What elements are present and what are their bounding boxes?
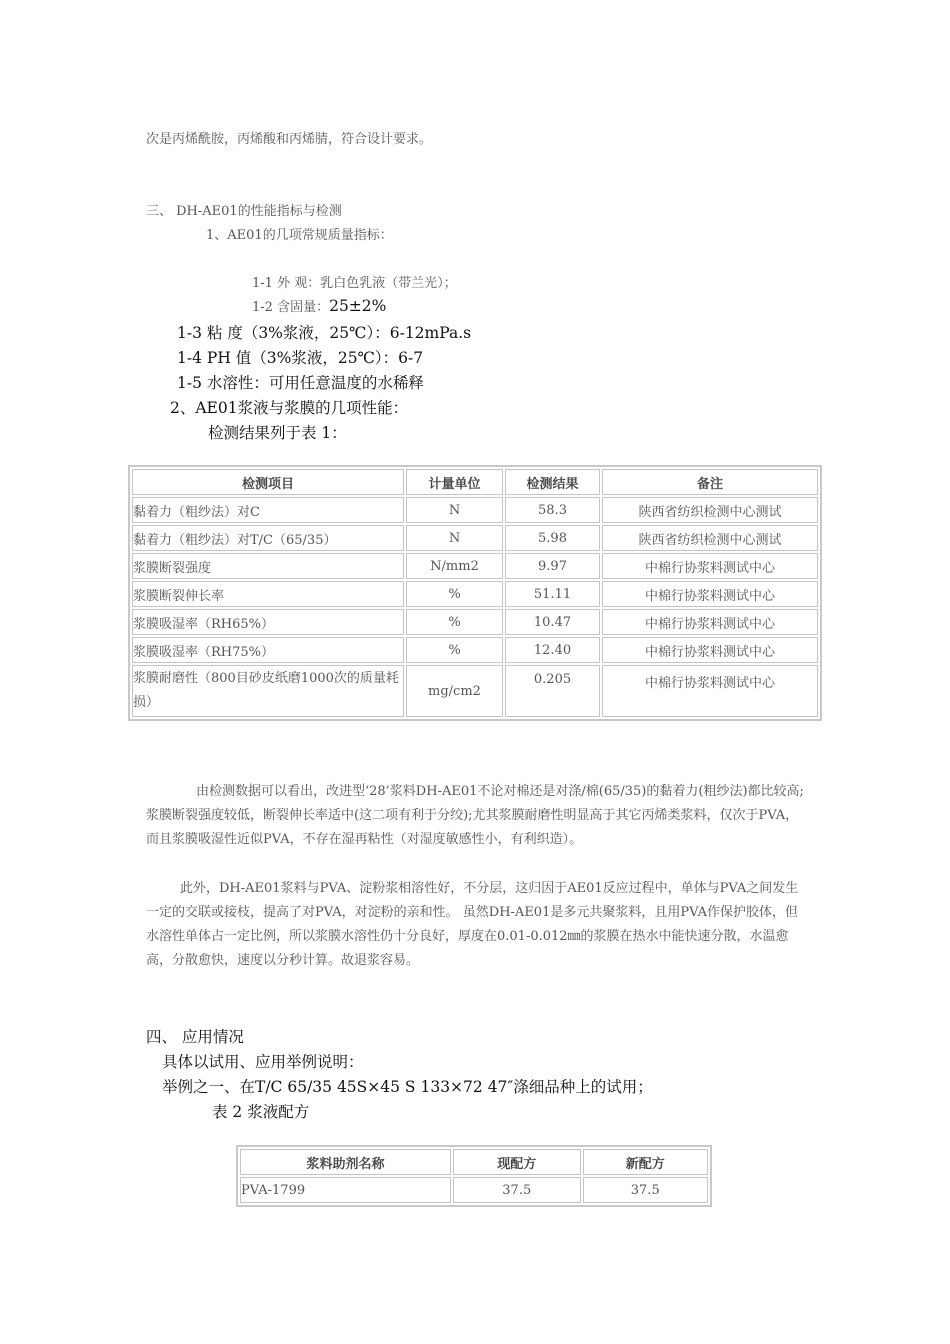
- table-cell: N: [406, 525, 503, 551]
- table-cell: 58.3: [505, 497, 600, 523]
- table1-header-row: [132, 469, 818, 495]
- table-cell: 黏着力（粗纱法）对T/C（65/35）: [132, 525, 404, 551]
- table-cell: PVA-1799: [240, 1177, 451, 1203]
- table-row: [132, 637, 818, 663]
- table-cell: 浆膜断裂强度: [132, 553, 404, 579]
- table-row: [132, 665, 818, 717]
- intro-line: 次是丙烯酰胺，丙烯酸和丙烯腈，符合设计要求。: [146, 132, 433, 147]
- table-cell: 中棉行协浆料测试中心: [602, 581, 818, 607]
- section4-line1: 具体以试用、应用举例说明：: [162, 1053, 364, 1071]
- table-cell: 12.40: [505, 637, 600, 663]
- table1-header: 备注: [602, 469, 818, 495]
- paragraph-compatibility: 此外，DH-AE01浆料与PVA、淀粉浆相溶性好，不分层，这归因于AE01反应过程中，单体与PVA之间发生一定的交联或接枝，提高了对PVA，对淀粉的亲和性。 虽然DH-AE01是多元共聚浆料，且用PVA作保护胶体，但水溶性单体占一定比例，所以浆膜水溶性仍十分良好，厚度在0.01-0.012㎜的浆膜在热水中能快速分散，水温愈高，分散愈快，速度以分秒计算。故退浆容易。: [146, 881, 799, 968]
- table-cell: 浆膜断裂伸长率: [132, 581, 404, 607]
- table-cell: 陕西省纺织检测中心测试: [602, 497, 818, 523]
- table-row: [132, 609, 818, 635]
- table-row: [132, 581, 818, 607]
- table-cell: %: [406, 637, 503, 663]
- item-viscosity: 1-3 粘 度（3%浆液，25℃）：6-12mPa.s: [177, 324, 472, 342]
- paragraph-analysis: 由检测数据可以看出，改进型‘28’浆料DH-AE01不论对棉还是对涤/棉(65/35)的黏着力(粗纱法)都比较高;浆膜断裂强度较低，断裂伸长率适中(这二项有利于分绞);尤其浆膜耐磨性明显高于其它丙烯类浆料，仅次于PVA， 而且浆膜吸湿性近似PVA，不存在湿再粘性（对湿度敏感性小，有利织造）。: [146, 784, 804, 847]
- table-cell: 中棉行协浆料测试中心: [602, 553, 818, 579]
- item-solid-value: 25±2%: [329, 297, 387, 315]
- section3-heading: 三、 DH-AE01的性能指标与检测: [146, 204, 342, 219]
- item-solid-label: 1-2 含固量：: [252, 300, 330, 315]
- table-row: [240, 1177, 708, 1203]
- table-cell: N/mm2: [406, 553, 503, 579]
- table-cell: 37.5: [583, 1177, 709, 1203]
- table2-header: 现配方: [453, 1149, 580, 1175]
- table1-header: 检测结果: [505, 469, 600, 495]
- section3-sub2: 2、AE01浆液与浆膜的几项性能：: [170, 399, 409, 417]
- item-solid-content: [252, 296, 386, 315]
- table-row: [132, 497, 818, 523]
- table-cell: 37.5: [453, 1177, 580, 1203]
- table-cell: %: [406, 581, 503, 607]
- table-cell: 陕西省纺织检测中心测试: [602, 525, 818, 551]
- table-cell: 51.11: [505, 581, 600, 607]
- table-cell: 浆膜吸湿率（RH75%）: [132, 637, 404, 663]
- table2-caption: 表 2 浆液配方: [212, 1103, 310, 1121]
- table-cell: 中棉行协浆料测试中心: [602, 637, 818, 663]
- table-row: [132, 553, 818, 579]
- table1: [128, 465, 822, 721]
- table-cell: 9.97: [505, 553, 600, 579]
- section3-sub1: 1、AE01的几项常规质量指标：: [206, 228, 393, 243]
- section4-heading: 四、 应用情况: [146, 1028, 244, 1046]
- table2-header: 新配方: [583, 1149, 709, 1175]
- table-cell: 中棉行协浆料测试中心: [602, 665, 818, 717]
- table-cell: 黏着力（粗纱法）对C: [132, 497, 404, 523]
- table-cell: 0.205: [505, 665, 600, 717]
- section3-sub2-note: 检测结果列于表 1：: [208, 424, 347, 442]
- item-appearance: 1-1 外 观：乳白色乳液（带兰光）；: [252, 276, 457, 291]
- section4-line2: 举例之一、在T/C 65/35 45S×45 S 133×72 47″涤细品种上的试用；: [162, 1078, 653, 1096]
- table2-header: 浆料助剂名称: [240, 1149, 451, 1175]
- table-row: [132, 525, 818, 551]
- table-cell: %: [406, 609, 503, 635]
- table1-header: 检测项目: [132, 469, 404, 495]
- table-cell: 浆膜耐磨性（800目砂皮纸磨1000次的质量耗损）: [132, 665, 404, 717]
- table-cell: mg/cm2: [406, 665, 503, 717]
- item-ph: 1-4 PH 值（3%浆液，25℃）：6-7: [177, 349, 424, 367]
- table-cell: 浆膜吸湿率（RH65%）: [132, 609, 404, 635]
- table-cell: 10.47: [505, 609, 600, 635]
- table2: [236, 1145, 712, 1207]
- table-cell: N: [406, 497, 503, 523]
- table-cell: 5.98: [505, 525, 600, 551]
- item-solubility: 1-5 水溶性：可用任意温度的水稀释: [177, 374, 424, 392]
- table2-header-row: [240, 1149, 708, 1175]
- table-cell: 中棉行协浆料测试中心: [602, 609, 818, 635]
- table1-header: 计量单位: [406, 469, 503, 495]
